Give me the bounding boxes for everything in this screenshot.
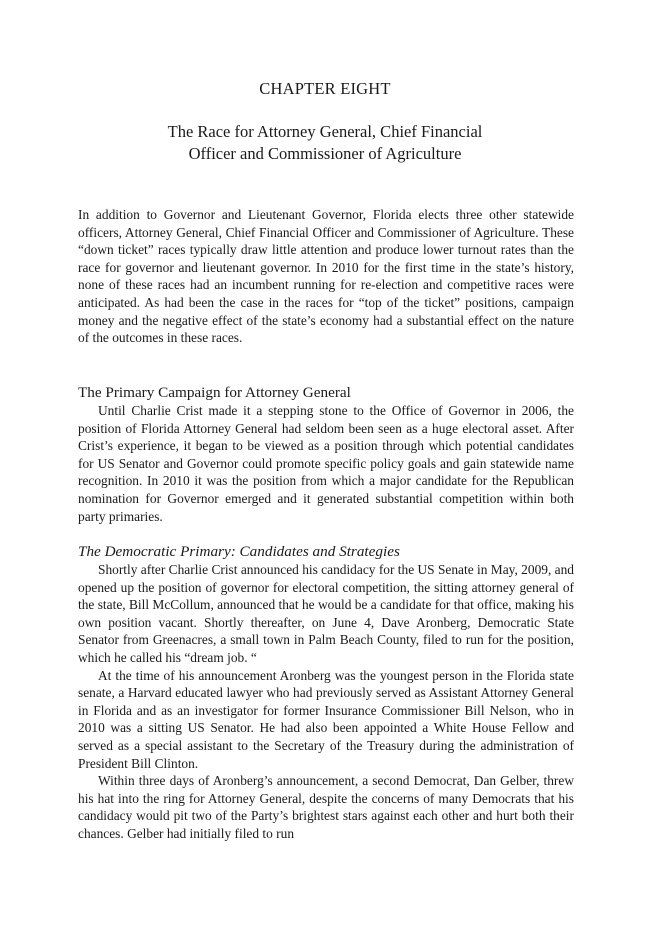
paragraph-democratic-primary-1: Shortly after Charlie Crist announced his candidacy for the US Senate in May, 2009, and opened up the position of governor for electoral competition, the sitting attorney general of the state, Bill McCollum, announced that he would be a candidate for that office, making his own position vacant. Shortly thereafter, on June 4, Dave Aronberg, Democratic State Senator from Greenacres, a small town in Palm Beach County, filed to run for the position, which he called his “dream job. “ [78,562,574,665]
paragraph-democratic-primary-2: At the time of his announcement Aronberg was the youngest person in the Florida state senate, a Harvard educated lawyer who had previously served as Assistant Attorney General in Florida and as an investigator for former Insurance Commissioner Bill Nelson, who in 2010 was a sitting US Senator. He had also been appointed a White House Fellow and served as a special assistant to the Secretary of the Treasury during the administration of President Bill Clinton. [78,667,574,771]
chapter-title [0,121,650,165]
section-heading-primary-campaign: The Primary Campaign for Attorney General [78,384,351,401]
section-democratic-primary [78,561,574,843]
chapter-title-line-2: Officer and Commissioner of Agriculture [188,144,462,163]
chapter-label: CHAPTER EIGHT [259,79,391,98]
paragraph-primary-campaign: Until Charlie Crist made it a stepping stone to the Office of Governor in 2006, the position of Florida Attorney General had seldom been seen as a huge electoral asset. After Crist’s experience, it began to be viewed as a position through which potential candidates for US Senator and Governor could promote specific policy goals and gain statewide name recognition. In 2010 it was the position from which a major candidate for the Republican nomination for Governor emerged and it generated substantial competition within both party primaries. [78,403,574,524]
intro-block [78,206,574,347]
intro-paragraph: In addition to Governor and Lieutenant Governor, Florida elects three other statewide officers, Attorney General, Chief Financial Officer and Commissioner of Agriculture. These “down ticket” races typically draw little attention and produce lower turnout rates than the race for governor and lieutenant governor. In 2010 for the first time in the state’s history, none of these races had an incumbent running for re-election and competitive races were anticipated. As had been the case in the races for “top of the ticket” positions, campaign money and the negative effect of the state’s economy had a substantial effect on the nature of the outcomes in these races. [78,207,574,346]
paragraph-democratic-primary-3: Within three days of Aronberg’s announcement, a second Democrat, Dan Gelber, threw his hat into the ring for Attorney General, despite the concerns of many Democrats that his candidacy would pit two of the Party’s brightest stars against each other and hurt both their chances. Gelber had initially filed to run [78,773,574,841]
subsection-heading-democratic-primary: The Democratic Primary: Candidates and Strategies [78,543,400,560]
chapter-title-line-1: The Race for Attorney General, Chief Financial [167,122,483,141]
section-primary-campaign [78,402,574,525]
